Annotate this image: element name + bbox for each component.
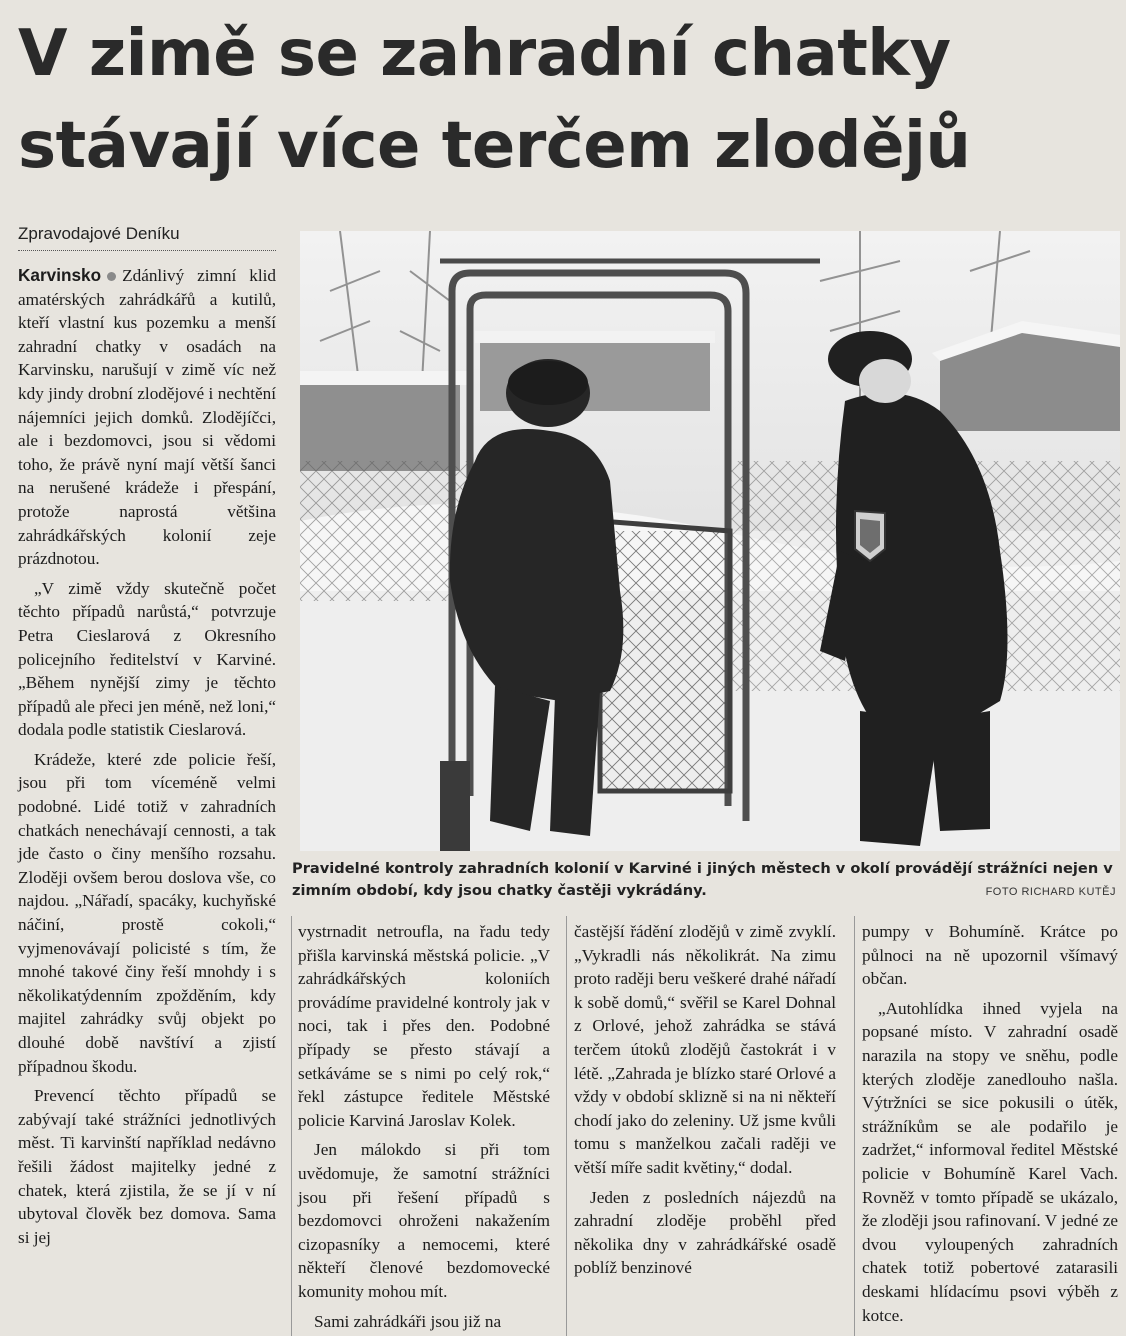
photo-caption: Pravidelné kontroly zahradních kolonií v Karviné i jiných městech v okolí provádějí strážníci nejen v zimním období, kdy jsou chatky častěji vykrádány. (292, 860, 1113, 899)
dateline-bullet-icon (107, 272, 116, 281)
paragraph-text: Zdánlivý zimní klid amatérských zahrádkářů a kutilů, kteří vlastní kus pozemku a menší zahradní chatky v osadách na Karvinsku, narušují v zimě víc než kdy jindy drobní zlodějové i nechtění nájemníci jejich domků. Zlodějíčci, ale i bezdomovci, jsou si vědomi toho, že právě nyní mají větší šanci na nerušené krádeže i přespání, protože naprostá většina zahrádkářských kolonií zeje prázdnotou. (18, 266, 276, 569)
column-divider (854, 916, 855, 1336)
paragraph: Krádeže, které zde policie řeší, jsou při tom víceméně velmi podobné. Lidé totiž v zahradních chatkách nenechávají cennosti, a tak jde často o činy menšího rozsahu. Zloději ovšem berou doslova vše, co najdou. „Nářadí, spacáky, kuchyňské náčiní, prostě cokoli,“ vyjmenovávají policisté s tím, že mnohé takové činy řeší mnohdy i s několikatýdenním zpožděním, kdy majitel zahrádky svůj objekt po dlouhé době navštíví a zjistí případnou škodu. (18, 749, 276, 1076)
paragraph: Jeden z posledních nájezdů na zahradní zloděje proběhl před několika dny v zahrádkářské osadě poblíž benzinové (574, 1187, 836, 1278)
article-headline (18, 8, 1118, 192)
column-2 (298, 920, 550, 1333)
headline-line-1: V zimě se zahradní chatky (18, 17, 951, 91)
paragraph: pumpy v Bohumíně. Krátce po půlnoci na ně upozornil všímavý občan. (862, 922, 1118, 989)
photo-credit: FOTO RICHARD KUTĚJ (985, 886, 1116, 898)
headline-line-2: stávají více terčem zlodějů (18, 109, 971, 183)
lead-paragraph (18, 264, 276, 571)
column-3 (574, 920, 836, 1280)
paragraph: „V zimě vždy skutečně počet těchto případů narůstá,“ potvrzuje Petra Cieslarová z Okresního policejního ředitelství v Karviné. „Během nynější zimy je těchto případů ale přeci jen méně, než loni,“ dodala podle statistik Cieslarová. (18, 578, 276, 740)
column-divider (566, 916, 567, 1336)
column-1 (18, 264, 276, 1249)
byline: Zpravodajové Deníku (18, 224, 276, 251)
article-photo (300, 231, 1120, 851)
paragraph: Jen málokdo si při tom uvědomuje, že samotní strážníci jsou při řešení případů s bezdomovci ohroženi nakažením cizopasníky a nemocemi, které někteří členové bezdomovecké komunity mohou mít. (298, 1140, 550, 1301)
photo-police-at-garden-gate (300, 231, 1120, 851)
paragraph: Prevencí těchto případů se zabývají také strážníci jednotlivých měst. Ti karvinští například nedávno řešili žádost majitelky jedné z chatek, která zjistila, že se jí v ní ubytoval člověk bez domova. Sama si jej (18, 1086, 276, 1247)
paragraph: vystrnadit netroufla, na řadu tedy přišla karvinská městská policie. „V zahrádkářských koloniích provádíme pravidelné kontroly jak v noci, tak i přes den. Podobné případy se přesto stávají a setkáváme se s nimi po celý rok,“ řekl zástupce ředitele Městské policie Karviná Jaroslav Kolek. (298, 922, 550, 1130)
paragraph: častější řádění zlodějů v zimě zvyklí. „Vykradli nás několikrát. Na zimu proto raději beru veškeré drahé nářadí k sobě domů,“ svěřil se Karel Dohnal z Orlové, jehož zahrádka se stává terčem útoků zlodějů častokrát i v létě. „Zahrada je blízko staré Orlové a vždy v období sklizně si na ni někteří chodí jako do zeleniny. Už jsme kvůli tomu s manželkou začali raději ve větší míře sadit květiny,“ dodal. (574, 922, 836, 1177)
column-divider (291, 916, 292, 1336)
paragraph: Sami zahrádkáři jsou již na (314, 1311, 502, 1331)
dateline-place: Karvinsko (18, 265, 102, 285)
column-4 (862, 920, 1118, 1327)
paragraph: „Autohlídka ihned vyjela na popsané místo. V zahradní osadě narazila na stopy ve sněhu, podle kterých zloděje zanedlouho našla. Výtržníci se sice pokusili o útěk, strážníkům se ale podařilo je zadržet,“ informoval ředitel Městské policie v Bohumíně Karel Vach. Rovněž v tomto případě se ukázalo, že zloději jsou rafinovaní. V jedné ze dvou vyloupených zahradních chatek totiž pobertové zatarasili deskami hlídacímu psovi výběh z kotce. (862, 998, 1118, 1325)
